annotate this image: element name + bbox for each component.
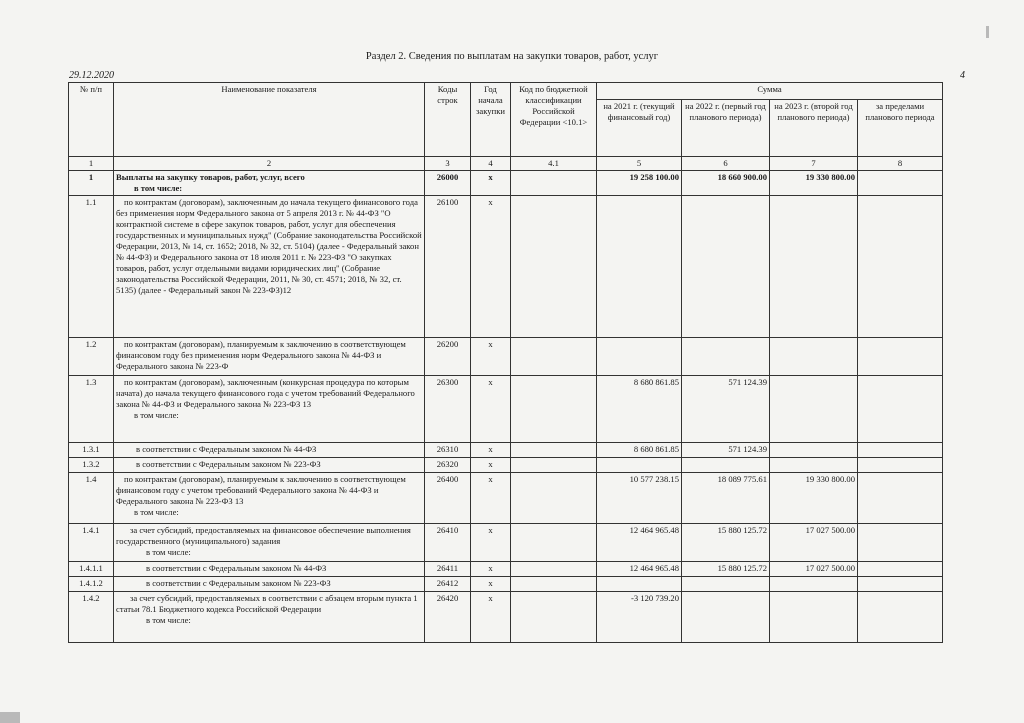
column-number: 3 [425,157,471,171]
row-year: x [471,577,511,592]
row-name: в соответствии с Федеральным законом № 44-ФЗ [146,563,327,573]
table-row [69,473,943,524]
row-year: x [471,562,511,577]
table-row [69,577,943,592]
row-code: 26100 [425,196,471,338]
row-budget-code [511,338,597,376]
row-year: x [471,592,511,643]
row-sum-2023 [770,376,858,443]
row-budget-code [511,376,597,443]
row-sum-2023: 19 330 800.00 [770,171,858,196]
row-sum-2022 [682,577,770,592]
row-sum-2022 [682,196,770,338]
row-code: 26300 [425,376,471,443]
row-sum-beyond [858,376,943,443]
row-code: 26000 [425,171,471,196]
row-sum-2023 [770,196,858,338]
row-year: x [471,458,511,473]
header-2023: на 2023 г. (второй год планового периода) [770,100,858,157]
row-subtitle: в том числе: [134,183,183,193]
row-sum-beyond [858,562,943,577]
row-budget-code [511,592,597,643]
table-row [69,338,943,376]
table-row [69,376,943,443]
header-2021: на 2021 г. (текущий финансовый год) [597,100,682,157]
row-sum-2022: 571 124.39 [682,376,770,443]
row-sum-2022: 18 089 775.61 [682,473,770,524]
row-number: 1.4.1.1 [69,562,114,577]
column-number: 2 [114,157,425,171]
table-row [69,592,943,643]
row-subtitle: в том числе: [134,507,179,517]
row-code: 26411 [425,562,471,577]
row-sum-beyond [858,592,943,643]
table-row [69,458,943,473]
row-name: по контрактам (договорам), заключенным (конкурсная процедура по которым начата) до начала текущего финансового года с учетом требований Федерального закона № 44-ФЗ и Федерального закона № 223-ФЗ 13 [116,377,415,409]
table-row [69,524,943,562]
row-budget-code [511,473,597,524]
table-row [69,171,943,196]
row-sum-2023 [770,592,858,643]
row-number: 1.3.2 [69,458,114,473]
row-budget-code [511,458,597,473]
row-sum-2022 [682,592,770,643]
row-sum-2021 [597,577,682,592]
table-row [69,562,943,577]
payments-table [68,82,943,643]
row-sum-2022 [682,338,770,376]
row-sum-2021 [597,196,682,338]
row-name: Выплаты на закупку товаров, работ, услуг, всего [116,172,305,182]
row-sum-2023 [770,458,858,473]
row-sum-beyond [858,171,943,196]
row-budget-code [511,171,597,196]
header-code: Коды строк [425,83,471,157]
scan-artifact-top-right [986,26,989,38]
section-title: Раздел 2. Сведения по выплатам на закупки товаров, работ, услуг [365,51,659,62]
row-sum-2022 [682,458,770,473]
row-number: 1.3.1 [69,443,114,458]
row-sum-beyond [858,473,943,524]
row-code: 26410 [425,524,471,562]
row-budget-code [511,524,597,562]
row-name: по контрактам (договорам), планируемым к заключению в соответствующем финансовом году без применения норм Федерального закона № 44-ФЗ и Федерального закона № 223-Ф [114,338,425,376]
table-row [69,196,943,338]
row-name: в соответствии с Федеральным законом № 223-ФЗ [136,459,321,469]
row-number: 1.4.1.2 [69,577,114,592]
row-sum-beyond [858,338,943,376]
document-date: 29.12.2020 [69,70,114,81]
row-sum-2021: 8 680 861.85 [597,443,682,458]
column-number: 8 [858,157,943,171]
row-sum-2023: 17 027 500.00 [770,524,858,562]
row-sum-beyond [858,577,943,592]
row-name: в соответствии с Федеральным законом № 44-ФЗ [136,444,317,454]
column-number: 1 [69,157,114,171]
row-code: 26320 [425,458,471,473]
row-subtitle: в том числе: [134,410,179,420]
row-sum-beyond [858,458,943,473]
row-year: x [471,376,511,443]
row-sum-2021 [597,338,682,376]
row-code: 26420 [425,592,471,643]
header-name: Наименование показателя [114,83,425,157]
row-number: 1 [69,171,114,196]
row-code: 26310 [425,443,471,458]
row-name: за счет субсидий, предоставляемых на финансовое обеспечение выполнения государственного (муниципального) задания [116,525,411,546]
row-budget-code [511,443,597,458]
row-number: 1.3 [69,376,114,443]
row-budget-code [511,577,597,592]
column-number: 4.1 [511,157,597,171]
row-code: 26400 [425,473,471,524]
column-number-row [69,157,943,171]
row-year: x [471,171,511,196]
row-subtitle: в том числе: [146,615,191,625]
row-number: 1.4.2 [69,592,114,643]
row-name: по контрактам (договорам), планируемым к заключению в соответствующем финансовом году с учетом требований Федерального закона № 44-ФЗ и Федерального закона № 223-ФЗ 13 [116,474,406,506]
row-year: x [471,443,511,458]
row-sum-2022: 15 880 125.72 [682,524,770,562]
row-sum-2023 [770,338,858,376]
row-sum-2023 [770,443,858,458]
header-beyond: за пределами планового периода [858,100,943,157]
row-code: 26200 [425,338,471,376]
row-sum-2021: 19 258 100.00 [597,171,682,196]
row-sum-2021: 10 577 238.15 [597,473,682,524]
row-number: 1.1 [69,196,114,338]
row-number: 1.2 [69,338,114,376]
row-budget-code [511,562,597,577]
row-year: x [471,473,511,524]
row-sum-2021: -3 120 739.20 [597,592,682,643]
header-budget-code: Код по бюджетной классификации Российской Федерации <10.1> [511,83,597,157]
row-sum-2021 [597,458,682,473]
header-2022: на 2022 г. (первый год планового периода) [682,100,770,157]
row-sum-2021: 8 680 861.85 [597,376,682,443]
row-sum-2022: 18 660 900.00 [682,171,770,196]
row-sum-beyond [858,196,943,338]
header-year-start: Год начала закупки [471,83,511,157]
row-sum-2023 [770,577,858,592]
row-sum-2022: 571 124.39 [682,443,770,458]
row-sum-2021: 12 464 965.48 [597,524,682,562]
header-sum: Сумма [597,83,943,100]
column-number: 4 [471,157,511,171]
row-year: x [471,196,511,338]
row-name: за счет субсидий, предоставляемых в соответствии с абзацем вторым пункта 1 статьи 78.1 Бюджетного кодекса Российской Федерации [116,593,418,614]
row-sum-beyond [858,443,943,458]
column-number: 7 [770,157,858,171]
row-code: 26412 [425,577,471,592]
row-name: по контрактам (договорам), заключенным до начала текущего финансового года без применения норм Федерального закона от 5 апреля 2013 г. № 44-ФЗ "О контрактной системе в сфере закупок товаров, работ, услуг для обеспечения государственных и муниципальных нужд" (Собрание законодательства Российской Федерации, 2013, № 14, ст. 1652; 2018, № 32, ст. 5104) (далее - Федеральный закон № 44-ФЗ) и Федерального закона от 18 июля 2011 г. № 223-ФЗ "О закупках товаров, работ, услуг отдельными видами юридических лиц" (Собрание законодательства Российской Федерации, 2011, № 30, ст. 4571; 2018, № 32, ст. 5135) (далее - Федеральный закон № 223-ФЗ)12 [114,196,425,338]
page-number: 4 [960,70,965,81]
row-sum-beyond [858,524,943,562]
row-year: x [471,338,511,376]
row-name: в соответствии с Федеральным законом № 223-ФЗ [146,578,331,588]
column-number: 5 [597,157,682,171]
row-sum-2023: 19 330 800.00 [770,473,858,524]
header-num: № п/п [69,83,114,157]
row-number: 1.4.1 [69,524,114,562]
row-sum-2023: 17 027 500.00 [770,562,858,577]
row-subtitle: в том числе: [146,547,191,557]
column-number: 6 [682,157,770,171]
scan-artifact-bottom-left [0,712,20,723]
table-row [69,443,943,458]
row-budget-code [511,196,597,338]
row-sum-2022: 15 880 125.72 [682,562,770,577]
row-year: x [471,524,511,562]
row-number: 1.4 [69,473,114,524]
row-sum-2021: 12 464 965.48 [597,562,682,577]
